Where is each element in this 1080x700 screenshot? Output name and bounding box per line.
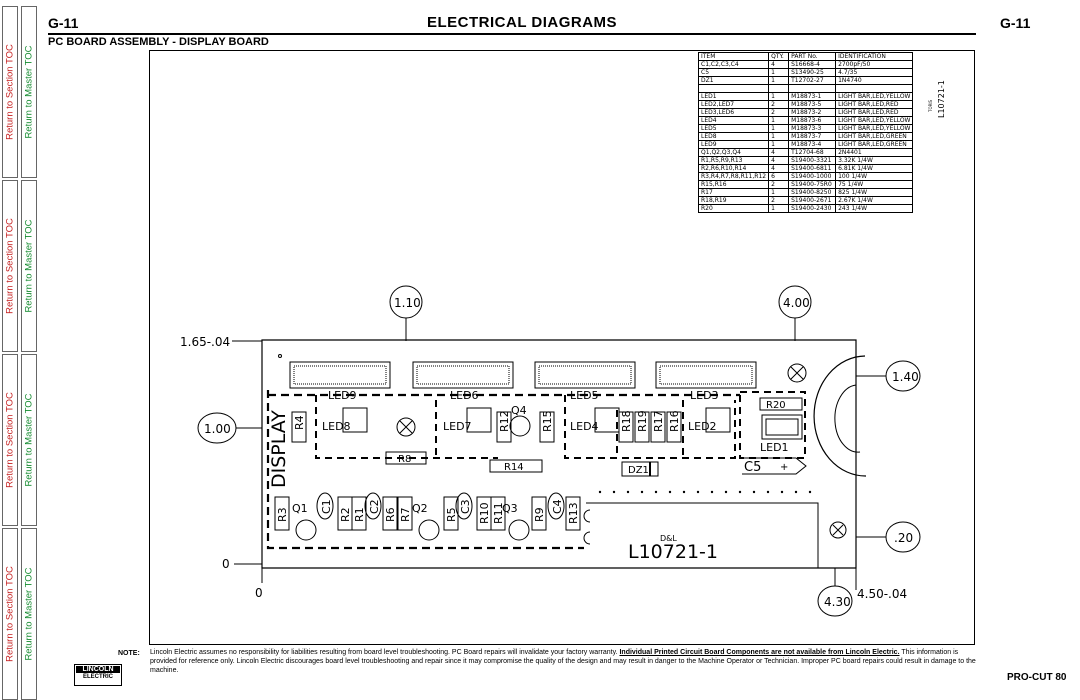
led-bar-top-2-inner [417,366,509,384]
logo-bottom-text: ELECTRIC [83,674,113,680]
note-text-emphasis: Individual Printed Circuit Board Components are not available from Lincoln Electric. [619,649,900,656]
led-bar-top-3-inner [539,366,631,384]
dim-label-0-left: 0 [222,557,230,571]
parts-table-cell: 75 1/4W [836,181,913,189]
label-led9: LED9 [328,389,357,402]
board-word-display: DISPLAY [268,410,290,488]
label-q3: Q3 [502,502,518,515]
parts-table-cell: LIGHT BAR,LED,GREEN [836,141,913,149]
parts-table-cell: LIGHT BAR,LED,GREEN [836,133,913,141]
parts-table-cell: 1 [769,93,789,101]
col-qty: QTY. [769,53,789,61]
mount-hole-1-x [791,367,803,379]
parts-table-cell: 2 [769,101,789,109]
label-r16: R16 [668,410,681,432]
connector-notches [584,510,590,544]
col-part-no: PART No. [789,53,836,61]
parts-table-cell: M18873-7 [789,133,836,141]
parts-table-cell: 1N4740 [836,77,913,85]
logo-top-text: LINCOLN [76,666,120,673]
dim-label-1-10: 1.10 [394,296,421,310]
parts-table-cell: 1 [769,69,789,77]
label-r8: R8 [398,454,412,465]
col-item: ITEM [699,53,769,61]
parts-table-cell: 4.7/35 [836,69,913,77]
label-c5-polarity: + [780,462,789,473]
label-r4: R4 [293,415,306,430]
parts-table-cell: 2700pF/50 [836,61,913,69]
parts-table-cell: S19400-2671 [789,197,836,205]
label-r17: R17 [652,410,665,432]
label-r9: R9 [533,507,546,522]
board-mark: D&L [660,534,677,543]
parts-table-cell: M18873-6 [789,117,836,125]
label-c1: C1 [320,499,333,514]
page-number-right: G-11 [1000,15,1031,31]
disclaimer-note [150,648,980,675]
parts-table-cell: LIGHT BAR,LED,YELLOW [836,125,913,133]
tab-label: Return to Section TOC [4,218,16,314]
parts-table-cell: 2 [769,197,789,205]
dim-label-4-00: 4.00 [783,296,810,310]
parts-table-cell: 1 [769,189,789,197]
parts-table-cell: S19400-2430 [789,205,836,213]
tab-label: Return to Section TOC [4,392,16,488]
label-r2: R2 [339,507,352,522]
label-r20: R20 [766,400,786,411]
parts-table-cell: 4 [769,165,789,173]
tab-label: Return to Section TOC [4,44,16,140]
q3-body [509,520,529,540]
product-name: PRO-CUT 80 [1007,672,1067,683]
label-r13: R13 [567,502,580,524]
dim-label-4-50: 4.50-.04 [857,587,908,601]
led-bar-top-4-inner [660,366,752,384]
parts-table-cell: 2.67K 1/4W [836,197,913,205]
parts-table-cell: 243 1/4W [836,205,913,213]
tab-label: Return to Master TOC [23,393,35,487]
parts-table-cell: 6.81K 1/4W [836,165,913,173]
label-r19: R19 [636,410,649,432]
parts-table-cell: LED5 [699,125,769,133]
parts-table-cell: 1 [769,117,789,125]
dim-label-0-bottom: 0 [255,586,263,600]
parts-table-cell: R3,R4,R7,R8,R11,R12 [699,173,769,181]
parts-table-cell: S19400-8250 [789,189,836,197]
parts-table-cell: R20 [699,205,769,213]
label-led7: LED7 [443,420,472,433]
section-subtitle: PC BOARD ASSEMBLY - DISPLAY BOARD [48,36,269,48]
q2-body [419,520,439,540]
parts-table-cell: 825 1/4W [836,189,913,197]
label-led3: LED3 [690,389,719,402]
label-r12: R12 [498,410,511,432]
mount-hole-2-x [400,421,412,433]
mount-hole-3-x [833,525,843,535]
parts-table-cell: 1 [769,133,789,141]
label-r3: R3 [276,507,289,522]
parts-table-cell: R15,R16 [699,181,769,189]
page-title: ELECTRICAL DIAGRAMS [427,14,618,31]
page-number-left: G-11 [48,15,79,31]
parts-table-cell: LIGHT BAR,LED,RED [836,109,913,117]
board-number: L10721-1 [628,541,718,563]
parts-table-cell: M18873-1 [789,93,836,101]
parts-table-cell: DZ1 [699,77,769,85]
tab-label: Return to Master TOC [23,45,35,139]
side-ref-small: TORIS [928,99,933,112]
parts-table-cell: M18873-5 [789,101,836,109]
label-r7: R7 [399,507,412,522]
label-q4: Q4 [511,404,527,417]
label-led4: LED4 [570,420,599,433]
label-led1: LED1 [760,441,789,454]
parts-table-cell: M18873-2 [789,109,836,117]
label-dz1: DZ1 [628,465,649,476]
parts-table-cell: LED2,LED7 [699,101,769,109]
parts-table-cell: LIGHT BAR,LED,RED [836,101,913,109]
label-r5: R5 [445,507,458,522]
parts-table-cell: S16668-4 [789,61,836,69]
tab-label: Return to Section TOC [4,566,16,662]
label-q2: Q2 [412,502,428,515]
parts-table-cell: T12702-27 [789,77,836,85]
label-r15: R15 [541,410,554,432]
parts-table-cell: 1 [769,77,789,85]
parts-table-cell: 100 1/4W [836,173,913,181]
led-bar-top-1-inner [294,366,386,384]
lincoln-electric-logo [74,664,122,686]
parts-table-cell: 2N4401 [836,149,913,157]
parts-table-cell: C1,C2,C3,C4 [699,61,769,69]
dim-label-1-65: 1.65-.04 [180,335,231,349]
parts-table-cell: M18873-4 [789,141,836,149]
label-r14: R14 [504,462,524,473]
parts-table-cell: Q1,Q2,Q3,Q4 [699,149,769,157]
note-label: NOTE: [118,650,140,657]
parts-table-cell: 3.32K 1/4W [836,157,913,165]
tab-label: Return to Master TOC [23,567,35,661]
parts-table-cell: S19400-75R0 [789,181,836,189]
parts-table-cell: 4 [769,157,789,165]
parts-table-cell: LED4 [699,117,769,125]
label-led5: LED5 [570,389,599,402]
label-r11: R11 [492,502,505,524]
dim-label-4-30: 4.30 [824,595,851,609]
parts-table-cell: C5 [699,69,769,77]
tab-label: Return to Master TOC [23,219,35,313]
parts-table-cell: LIGHT BAR,LED,YELLOW [836,117,913,125]
board-notch-arc [814,356,866,476]
parts-table-cell: S19400-1000 [789,173,836,181]
parts-table-cell: R17 [699,189,769,197]
label-r18: R18 [620,410,633,432]
parts-table-cell: LED3,LED6 [699,109,769,117]
parts-table-cell: 2 [769,109,789,117]
led1-inner [766,419,798,435]
parts-table-cell: R1,R5,R9,R13 [699,157,769,165]
parts-table-cell: LED8 [699,133,769,141]
parts-table-cell: 1 [769,141,789,149]
parts-table-cell: 1 [769,205,789,213]
parts-table-cell: T12704-68 [789,149,836,157]
q1-body [296,520,316,540]
parts-table-cell: LED1 [699,93,769,101]
label-c2: C2 [368,499,381,514]
parts-table-cell: LED9 [699,141,769,149]
side-ref-label: L10721-1 [937,80,946,118]
parts-table-cell: 2 [769,181,789,189]
parts-table-cell: R18,R19 [699,197,769,205]
parts-table-cell: S19400-3321 [789,157,836,165]
parts-table-cell: 4 [769,149,789,157]
parts-table-cell: 6 [769,173,789,181]
parts-table-cell: S13490-25 [789,69,836,77]
label-r1: R1 [353,507,366,522]
label-c5: C5 [744,460,762,475]
col-identification: IDENTIFICATION [836,53,913,61]
label-r6: R6 [384,507,397,522]
dim-label-1-00: 1.00 [204,422,231,436]
q4-body [510,416,530,436]
label-c4: C4 [551,499,564,514]
dim-label-20: .20 [894,531,914,545]
dim-label-1-40: 1.40 [892,370,919,384]
led4-pad [595,408,619,432]
parts-table-cell: 4 [769,61,789,69]
label-q1: Q1 [292,502,308,515]
parts-table-cell: M18873-3 [789,125,836,133]
parts-table-cell: R2,R6,R10,R14 [699,165,769,173]
board-outline [262,340,856,568]
label-led6: LED6 [450,389,479,402]
note-text-2: This information is provided for reference only. Lincoln Electric discourages board level troubleshooting and repair since it may compromise the quality of the design and may result in danger to the Machine Operator or Technician. Improper PC board repairs could result in damage to the machine. [150,649,976,674]
parts-table-cell: S19400-6811 [789,165,836,173]
parts-table-cell: LIGHT BAR,LED,YELLOW [836,93,913,101]
parts-table-cell: 1 [769,125,789,133]
note-text-1: Lincoln Electric assumes no responsibility for liabilities resulting from board level troubleshooting. PC Board repairs will invalidate your factory warranty. [150,649,620,656]
label-led8: LED8 [322,420,351,433]
label-c3: C3 [459,499,472,514]
label-led2: LED2 [688,420,717,433]
label-r10: R10 [478,502,491,524]
